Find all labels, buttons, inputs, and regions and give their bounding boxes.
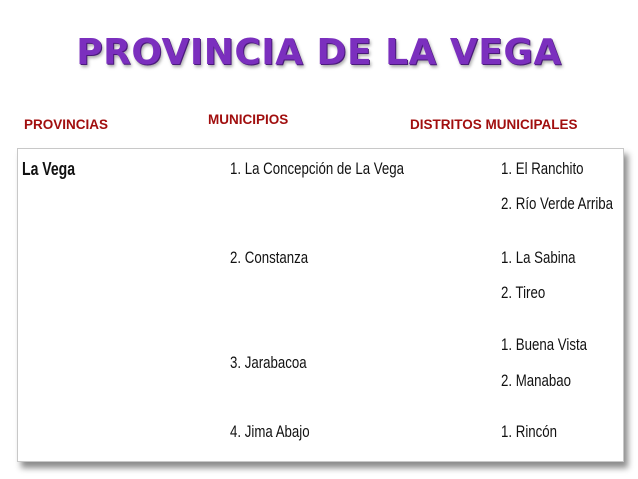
distrito-cell: 1. Buena Vista (501, 335, 588, 354)
municipios-table (17, 148, 624, 462)
column-header-municipios: MUNICIPIOS (208, 112, 289, 127)
distrito-cell: 1. Rincón (501, 422, 558, 441)
municipio-cell: 1. La Concepción de La Vega (230, 159, 405, 178)
distrito-cell: 2. Tireo (501, 283, 546, 302)
distrito-cell: 2. Manabao (501, 371, 572, 390)
distrito-cell: 2. Río Verde Arriba (501, 194, 614, 213)
column-header-provincias: PROVINCIAS (24, 117, 109, 132)
column-header-distritos: DISTRITOS MUNICIPALES (410, 117, 578, 132)
distrito-cell: 1. El Ranchito (501, 159, 584, 178)
page-title: PROVINCIA DE LA VEGA (76, 32, 562, 73)
municipio-cell: 4. Jima Abajo (230, 422, 310, 441)
municipio-cell: 2. Constanza (230, 248, 309, 267)
municipio-cell: 3. Jarabacoa (230, 353, 307, 372)
distrito-cell: 1. La Sabina (501, 248, 576, 267)
province-name: La Vega (22, 159, 76, 179)
